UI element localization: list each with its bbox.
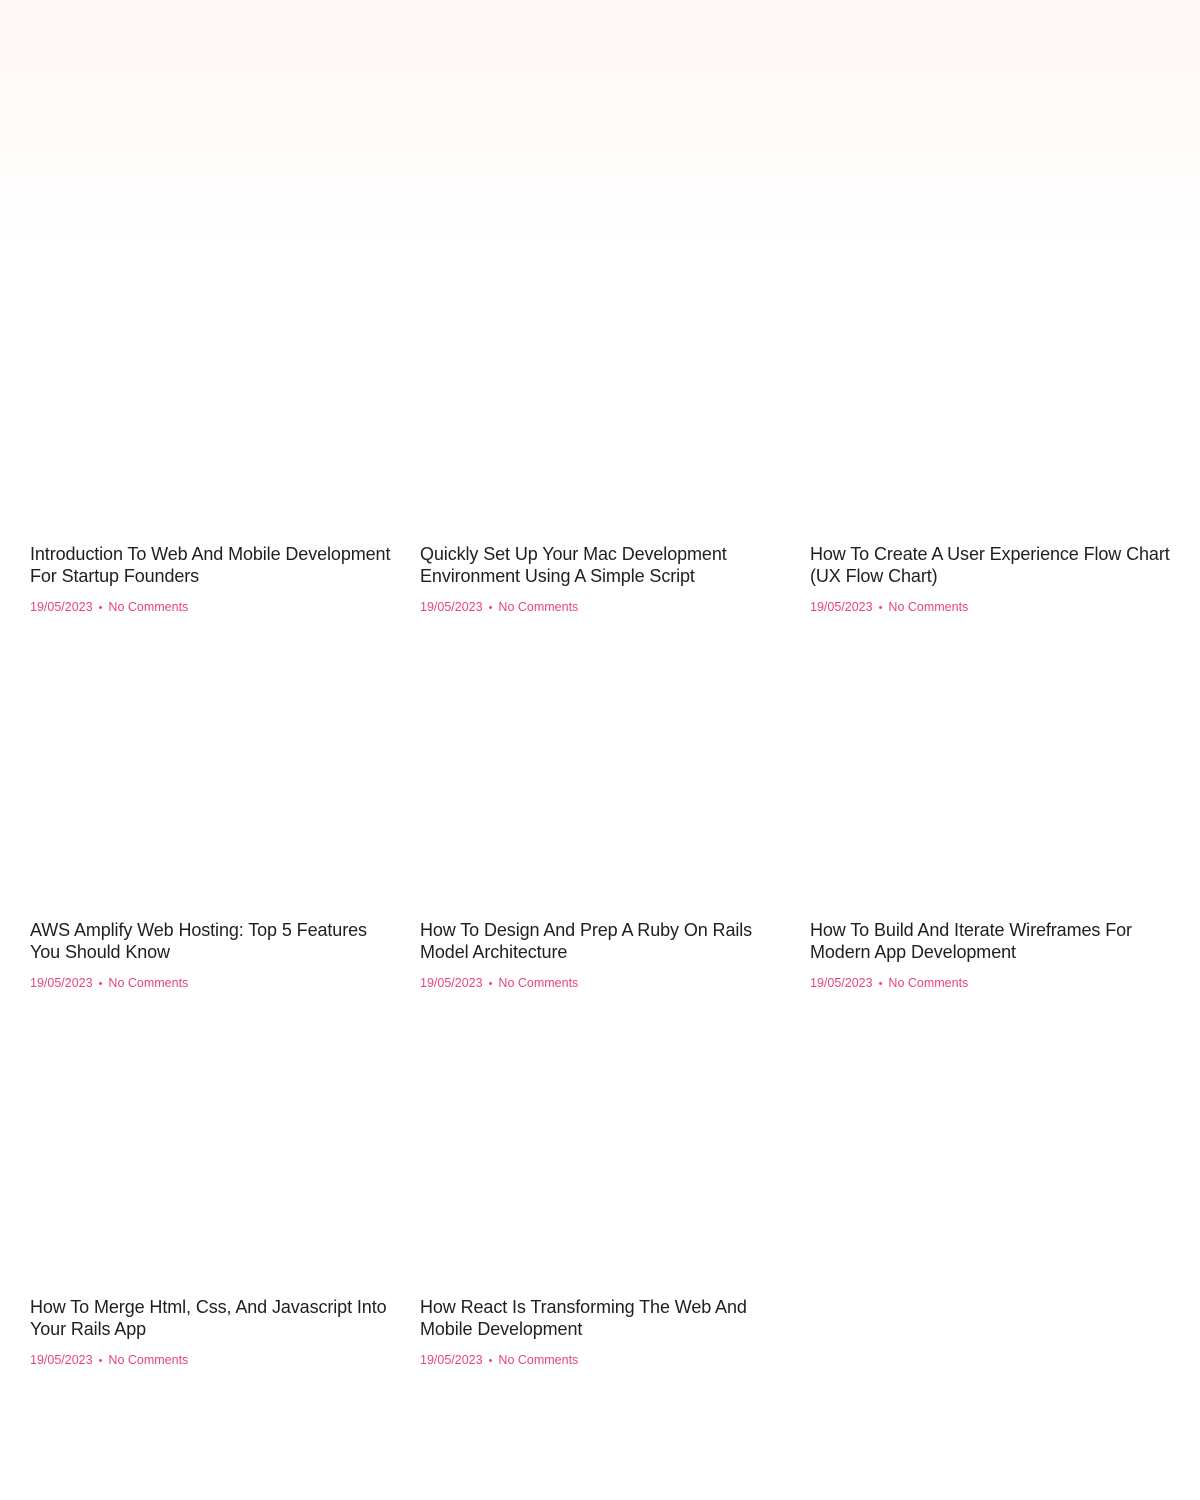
post-title[interactable]: How React Is Transforming The Web And Mobile Development	[420, 1297, 747, 1339]
post-comments-link[interactable]: No Comments	[498, 1353, 579, 1367]
post-thumbnail[interactable]	[810, 656, 1170, 906]
meta-separator: •	[98, 602, 103, 614]
post-date[interactable]: 19/05/2023	[30, 600, 93, 614]
post-thumbnail[interactable]	[30, 1033, 390, 1283]
post-date[interactable]: 19/05/2023	[420, 1353, 483, 1367]
meta-separator: •	[878, 978, 883, 990]
meta-separator: •	[488, 978, 493, 990]
post-comments-link[interactable]: No Comments	[498, 976, 579, 990]
post-title[interactable]: How To Design And Prep A Ruby On Rails Model Architecture	[420, 920, 753, 962]
meta-separator: •	[878, 602, 883, 614]
post-meta	[30, 1353, 390, 1368]
posts-grid	[30, 0, 1200, 1500]
meta-separator: •	[98, 978, 103, 990]
post-date[interactable]: 19/05/2023	[420, 976, 483, 990]
meta-separator: •	[488, 1355, 493, 1367]
post-thumbnail[interactable]	[420, 280, 780, 530]
post-meta	[30, 976, 390, 991]
post-thumbnail[interactable]	[420, 1033, 780, 1283]
post-comments-link[interactable]: No Comments	[498, 600, 579, 614]
meta-separator: •	[98, 1355, 103, 1367]
post-comments-link[interactable]: No Comments	[108, 1353, 189, 1367]
post-comments-link[interactable]: No Comments	[888, 976, 969, 990]
post-date[interactable]: 19/05/2023	[810, 600, 873, 614]
post-thumbnail[interactable]	[30, 280, 390, 530]
post-title[interactable]: Quickly Set Up Your Mac Development Environment Using A Simple Script	[420, 544, 727, 586]
post-comments-link[interactable]: No Comments	[888, 600, 969, 614]
post-thumbnail[interactable]	[810, 280, 1170, 530]
post-meta	[810, 600, 1170, 615]
post-meta	[420, 1353, 780, 1368]
post-title[interactable]: How To Create A User Experience Flow Chart (UX Flow Chart)	[810, 544, 1170, 586]
post-title[interactable]: AWS Amplify Web Hosting: Top 5 Features You Should Know	[30, 920, 367, 962]
post-thumbnail[interactable]	[420, 656, 780, 906]
post-meta	[420, 600, 780, 615]
post-title[interactable]: How To Merge Html, Css, And Javascript Into Your Rails App	[30, 1297, 387, 1339]
post-date[interactable]: 19/05/2023	[30, 1353, 93, 1367]
post-comments-link[interactable]: No Comments	[108, 600, 189, 614]
post-meta	[30, 600, 390, 615]
post-date[interactable]: 19/05/2023	[420, 600, 483, 614]
post-meta	[810, 976, 1170, 991]
post-title[interactable]: Introduction To Web And Mobile Development For Startup Founders	[30, 544, 391, 586]
post-comments-link[interactable]: No Comments	[108, 976, 189, 990]
meta-separator: •	[488, 602, 493, 614]
post-date[interactable]: 19/05/2023	[810, 976, 873, 990]
post-thumbnail[interactable]	[30, 656, 390, 906]
post-title[interactable]: How To Build And Iterate Wireframes For Modern App Development	[810, 920, 1132, 962]
post-date[interactable]: 19/05/2023	[30, 976, 93, 990]
post-meta	[420, 976, 780, 991]
